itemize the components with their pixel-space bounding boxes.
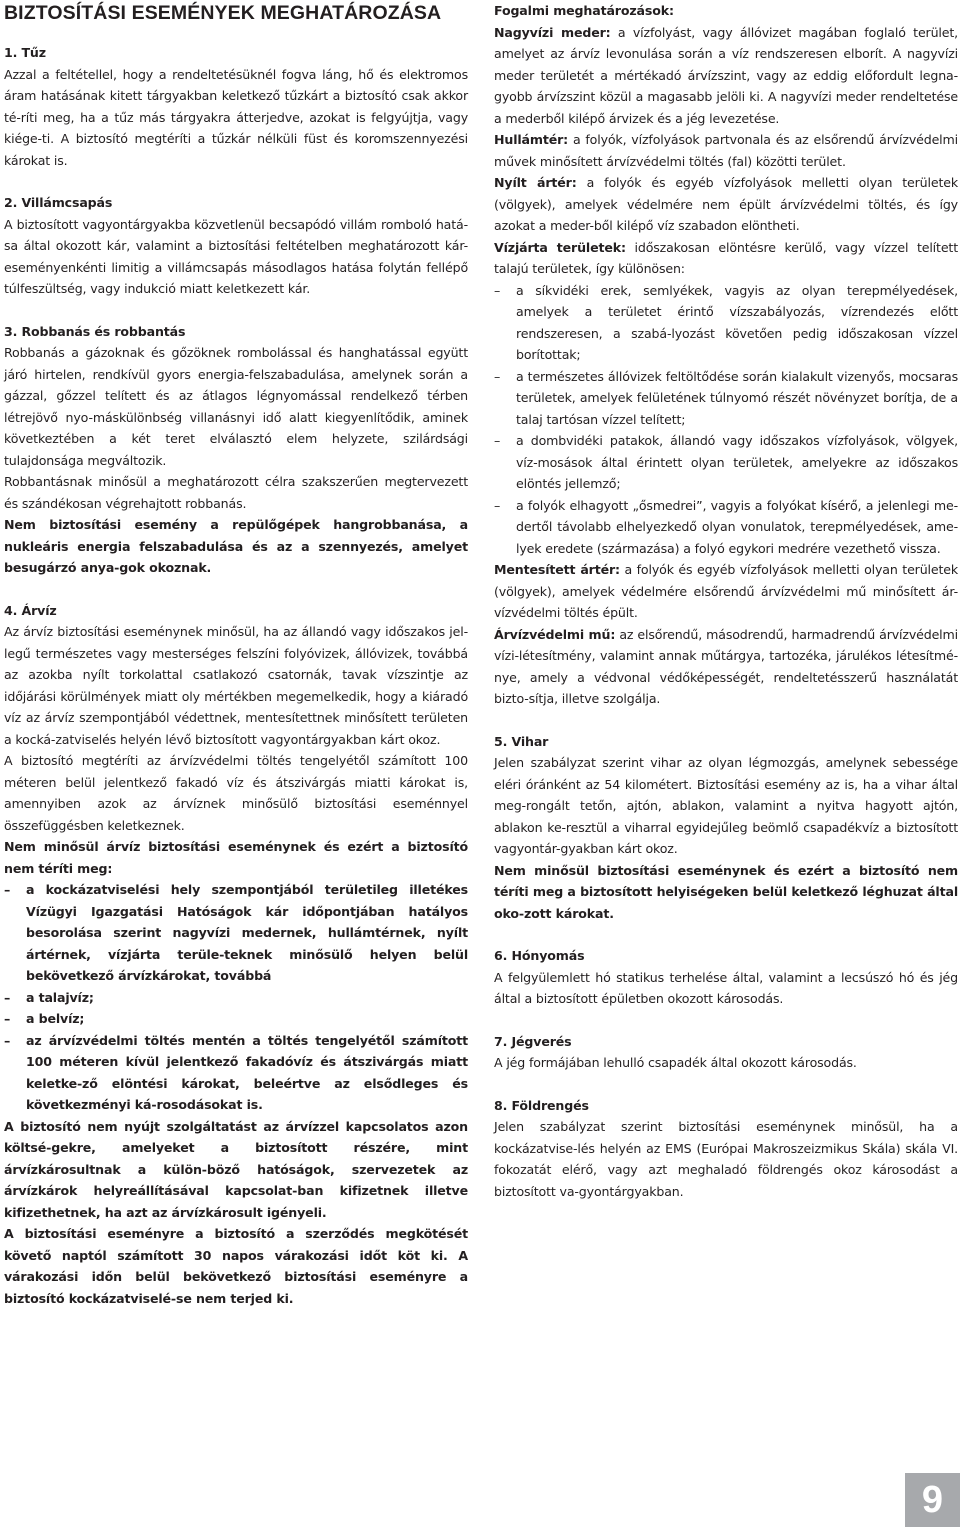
- definition-text: a folyók és egyéb vízfolyások melletti olyan területek (völgyek), amelyek védelmére elsőrendű árvízvédelmi mű minősített ár-vízvédelmi töltés épült.: [494, 562, 958, 620]
- section-jegveres: [494, 1031, 958, 1074]
- section-heading: 7. Jégverés: [494, 1033, 572, 1049]
- definition-text: az elsőrendű, másodrendű, harmadrendű árvízvédelmi vízi-létesítmény, valamint annak műtárgya, tartozéka, járulékos létesítmé-nye, amely a védvonal védőképességét, rendeltetésszerű használatát bizto-sítja, illetve szolgálja.: [494, 626, 958, 706]
- section-foldrenges: [494, 1095, 958, 1203]
- definition-vizjarta-teruletek: [494, 237, 958, 280]
- page-number-badge: 9: [905, 1473, 960, 1527]
- vizjarta-list: [494, 280, 958, 560]
- section-heading: 2. Villámcsapás: [4, 195, 113, 210]
- paragraph: A biztosított vagyontárgyakba közvetlenül becsapódó villám romboló hatá-sa által okozott kár, valamint a biztosítási feltételben meghatározott kár-eseményenkénti limitig a villámcsapás másodlagos hatása folytán fellépő túlfeszültség, vagy indukció miatt keletkezett kár.: [4, 216, 468, 296]
- paragraph: A felgyülemlett hó statikus terhelése által, valamint a lecsúszó hó és jég által a biztosított épületben okozott károsodás.: [494, 969, 958, 1006]
- section-heading: 4. Árvíz: [4, 602, 57, 618]
- section-heading: 1. Tűz: [4, 45, 46, 60]
- paragraph: Robbanás a gázoknak és gőzöknek rombolással és hanghatással együtt járó hirtelen, rendkívül gyors energia-felszabadulása, amelynek során a gázzal, gőzzel telített és az átlagos légnyomással rendelkező térben létrejövő nyo-máskülönbség villanásnyi idő alatt kiegyenlítődik, aminek következtében a két teret elválasztó elem helyzete, szilárdsági tulajdonsága megváltozik.: [4, 345, 468, 468]
- list-item: – a dombvidéki patakok, állandó vagy időszakos vízfolyások, völgyek, víz-mosások által érintett olyan területek, amelyekre az időszakos elöntés jellemző;: [494, 430, 958, 495]
- paragraph: A jég formájában lehulló csapadék által okozott károsodás.: [494, 1055, 857, 1070]
- definition-nagyvizi-meder: [494, 22, 958, 130]
- list-item: – a talajvíz;: [4, 987, 468, 1009]
- list-item: – a természetes állóvizek feltöltődése során kialakult vizenyős, mocsaras területek, amelyek felületének túlnyomó részét növényzet borítja, de a talaj tartósan vízzel telített;: [494, 366, 958, 431]
- paragraph: Az árvíz biztosítási eseménynek minősül, ha az állandó vagy időszakos jel-legű természetes vagy mesterséges felszíni folyóvizek, állóvizek, továbbá az azokba nyílt torkolattal csatlakozó csatornák, tavak vízszintje az időjárási körülmények miatt oly mértékben megemelkedik, hogy a kiáradó víz az árvíz szempontjából védettnek, mentesítettnek minősített területen a kocká-zatviselés helyén lévő biztosított vagyontárgyakban kárt okoz.: [4, 624, 468, 747]
- list-item: – a kockázatviselési hely szempontjából területileg illetékes Vízügyi Igazgatási Hatóságok kár időpontjában hatályos besorolása szerint nagyvízi medernek, hullámtérnek, nyílt ártérnek, vízjárta terüle-teknek minősülő helyen belül bekövetkező árvízkárokat, továbbá: [4, 879, 468, 987]
- section-heading: 5. Vihar: [494, 733, 549, 749]
- definition-mentesitett-arter: [494, 559, 958, 624]
- definition-text: a folyók, vízfolyások partvonala és az elsőrendű árvízvédelmi művek minősített árvízvédelmi töltés (fal) közötti terület.: [494, 132, 958, 169]
- section-tuz: [4, 42, 468, 171]
- definition-term: Mentesített ártér:: [494, 562, 620, 577]
- definition-nyilt-arter: [494, 172, 958, 237]
- definitions-heading: Fogalmi meghatározások:: [494, 3, 674, 18]
- definition-term: Árvízvédelmi mű:: [494, 626, 616, 642]
- section-arviz: [4, 600, 468, 1310]
- list-item: – a folyók elhagyott „ősmedrei”, vagyis a folyókat kísérő, a jelenlegi me-dertől távolabb elhelyezkedő olyan vonulatok, terepmélyedések, ame-lyek eredete (származása) a folyó egykori medrére vezethető vissza.: [494, 495, 958, 560]
- list-item: – az árvízvédelmi töltés mentén a töltés tengelyétől számított 100 méteren kívül jelentkező fakadóvíz és átszivárgás miatt keletke-ző elöntési károkat, beleértve az elsődleges és következményi ká-rosodásokat is.: [4, 1030, 468, 1116]
- definition-term: Nyílt ártér:: [494, 175, 577, 190]
- paragraph: Jelen szabályzat szerint biztosítási eseménynek minősül, ha a kockázatvise-lés helyén az EMS (Európai Makroszeizmikus Skála) skála VI. fokozatát elérő, vagy azt meghaladó földrengés okoz károsodást a biztosított va-gyontárgyakban.: [494, 1119, 958, 1199]
- section-robbanas: [4, 321, 468, 579]
- paragraph: Jelen szabályzat szerint vihar az olyan légmozgás, amelynek sebessége eléri óránként az 54 kilométert. Biztosítási esemény az is, ha a vihar által meg-rongált tetőn, ajtón, ablakon, valamint a nyitva hagyott ajtón, ablakon ke-resztül a viharral egyidejűleg beömlő csapadékvíz a biztosított vagyontár-gyakban kárt okoz.: [494, 755, 958, 856]
- exclusion-paragraph: A biztosító nem nyújt szolgáltatást az árvízzel kapcsolatos azon költsé-gekre, amelyeket a biztosított részére, mint árvízkárosultnak a külön-böző hatóságok, szervezetek az árvízkárok helyreállításával kapcsolat-ban kifizetnek illetve kifizethetnek, ha azt az árvízkárosult igényeli.: [4, 1118, 468, 1220]
- section-heading: 8. Földrengés: [494, 1097, 589, 1113]
- definition-term: Hullámtér:: [494, 132, 569, 147]
- page-title: BIZTOSÍTÁSI ESEMÉNYEK MEGHATÁROZÁSA: [4, 2, 442, 24]
- left-column: [4, 42, 468, 1330]
- exclusion-paragraph: Nem minősül biztosítási eseménynek és ezért a biztosító nem téríti meg a biztosított helyiségeken belül keletkező léghuzat által oko-zott károkat.: [494, 862, 958, 921]
- section-honyomas: [494, 945, 958, 1010]
- definition-term: Nagyvízi meder:: [494, 24, 611, 40]
- list-item: – a belvíz;: [4, 1008, 468, 1030]
- paragraph: Azzal a feltétellel, hogy a rendeltetésüknél fogva láng, hő és elektromos áram hatásának kitett tárgyakban keletkező tűzkárt a biztosító csak akkor té-ríti meg, ha a tűz más tárgyakra átterjedve, azokat is felgyújtja, vagy kiége-ti. A biztosító megtéríti a tűzkár nélküli füst és koromszennyezési károkat is.: [4, 66, 468, 168]
- section-heading: 3. Robbanás és robbantás: [4, 323, 186, 339]
- exclusion-paragraph: Nem biztosítási esemény a repülőgépek hangrobbanása, a nukleáris energia felszabadulása és az a szennyezés, amelyet besugárzó anya-gok okoznak.: [4, 517, 468, 575]
- section-vihar: [494, 731, 958, 925]
- list-item: – a síkvidéki erek, semlyékek, vagyis az olyan terepmélyedések, amelyek a területet érintő vízszabályozás, vízrendezés előtt rendszeresen, a szabá-lyozást követően pedig időszakosan vízzel borítottak;: [494, 280, 958, 366]
- paragraph: Robbantásnak minősül a meghatározott célra szakszerűen megtervezett és szándékosan végrehajtott robbanás.: [4, 474, 468, 511]
- definition-text: a folyók és egyéb vízfolyások melletti olyan területek (völgyek), amelyek védelmére nem épült árvízvédelmi töltés, és így azokat a meder-ből kilépő víz szabadon elöntheti.: [494, 175, 958, 233]
- paragraph: A biztosító megtéríti az árvízvédelmi töltés tengelyétől számított 100 méteren belül jelentkező fakadó víz és átszivárgás miatti károkat is, amennyiben azok az árvíznek minősülő biztosítási eseménnyel összefüggésben keletkeznek.: [4, 753, 468, 833]
- section-villamcsapas: [4, 192, 468, 300]
- definition-hullamter: [494, 129, 958, 172]
- definition-term: Vízjárta területek:: [494, 239, 626, 255]
- definition-text: időszakosan elöntésre kerülő, vagy vízzel telített talajú területek, így különösen:: [494, 239, 958, 276]
- section-definitions: [494, 0, 958, 710]
- exclusion-paragraph: Nem minősül árvíz biztosítási eseménynek és ezért a biztosító nem téríti meg:: [4, 839, 468, 876]
- right-column: [494, 0, 958, 1223]
- exclusion-list: [4, 879, 468, 1116]
- section-heading: 6. Hónyomás: [494, 948, 585, 963]
- waiting-period-paragraph: A biztosítási eseményre a biztosító a szerződés megkötését követő naptól számított 30 napos várakozási időt köt ki. A várakozási időn belül bekövetkező biztosítási eseményre a biztosító kockázatviselé-se nem terjed ki.: [4, 1226, 468, 1306]
- definition-arvizvedelmi-mu: [494, 624, 958, 710]
- definition-text: a vízfolyást, vagy állóvizet magában foglaló terület, amelyet az árvíz levonulása során a víz rendszeresen elborít. A nagyvízi meder területét a mértékadó árvízszint, vagy az eddig előfordult legna-gyobb árvízszint közül a magasabb jelöli ki. A nagyvízi meder rendeltetése a mederből kilépő árvizek és a jég levezetése.: [494, 24, 958, 126]
